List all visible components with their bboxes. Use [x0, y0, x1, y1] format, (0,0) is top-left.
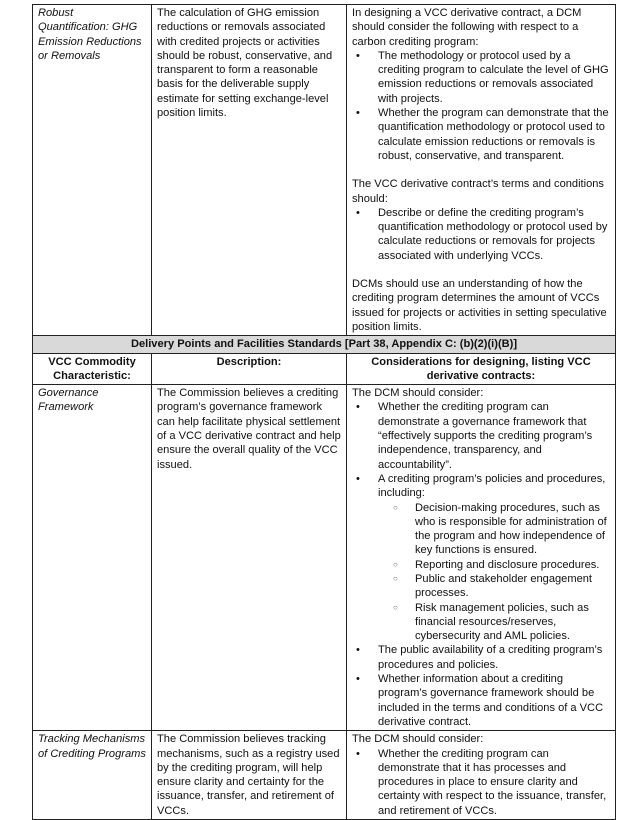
characteristic-cell	[33, 731, 152, 820]
column-header-row	[33, 353, 616, 385]
description-cell	[152, 5, 347, 336]
vcc-standards-table	[32, 4, 616, 820]
sub-bullet-item: ○ Risk management policies, such as financial resources/reserves, cybersecurity and AML policies.	[415, 601, 610, 644]
terms-intro: The VCC derivative contract’s terms and conditions should:	[352, 178, 604, 205]
considerations-cell	[347, 5, 616, 336]
column-header-considerations: Considerations for designing, listing VCC derivative contracts:	[347, 353, 616, 385]
characteristic-text: Robust Quantification: GHG Emission Reductions or Removals	[38, 7, 142, 62]
table-row-robust-quantification	[33, 5, 616, 336]
bullet-item: • Whether the crediting program can demonstrate that it has processes and procedures in place to ensure clarity and certainty with respect to the issuance, transfer, and retirement of VCCs.	[378, 747, 610, 818]
characteristic-text: Tracking Mechanisms of Crediting Programs	[38, 733, 146, 760]
considerations-bullet-list	[352, 747, 610, 818]
bullet-item: • The methodology or protocol used by a crediting program to calculate the level of GHG emission reductions or removals associated with projects.	[378, 49, 610, 106]
bullet-item: • The public availability of a crediting program’s procedures and policies.	[378, 643, 610, 672]
characteristic-cell	[33, 5, 152, 336]
column-header-characteristic: VCC Commodity Characteristic:	[33, 353, 152, 385]
description-text: The Commission believes a crediting program’s governance framework can help facilitate physical settlement of a VCC derivative contract and help ensure the overall quality of the VCC issued.	[157, 387, 341, 471]
bullet-item-with-sublist	[378, 472, 610, 644]
considerations-cell	[347, 731, 616, 820]
bullet-item: • Whether information about a crediting program’s governance framework should be included in the terms and conditions of a VCC derivative contract.	[378, 672, 610, 729]
considerations-intro: The DCM should consider:	[352, 733, 484, 746]
bullet-item: • Whether the crediting program can demonstrate a governance framework that “effectively supports the crediting program’s independence, transparency, and accountability”.	[378, 400, 610, 471]
considerations-bullet-list	[352, 49, 610, 163]
bullet-item: • Whether the program can demonstrate that the quantification methodology or protocol used to calculate emission reductions or removals is robust, conservative, and transparent.	[378, 106, 610, 163]
description-text: The Commission believes tracking mechanisms, such as a registry used by the crediting program, will help ensure clarity and certainty for the issuance, transfer, and retirement of VCCs.	[157, 733, 340, 817]
terms-bullet-list	[352, 206, 610, 263]
considerations-cell	[347, 385, 616, 731]
bullet-text: A crediting program’s policies and procedures, including:	[378, 472, 606, 500]
table-row-governance-framework	[33, 385, 616, 731]
section-header-row	[33, 336, 616, 353]
considerations-closing: DCMs should use an understanding of how the crediting program determines the amount of VCCs issued for projects or activities in setting speculative position limits.	[352, 278, 607, 333]
characteristic-cell	[33, 385, 152, 731]
description-cell	[152, 731, 347, 820]
considerations-intro: In designing a VCC derivative contract, a DCM should consider the following with respect to a carbon crediting program:	[352, 7, 582, 48]
spacer	[352, 163, 610, 177]
sub-bullet-item: ○ Public and stakeholder engagement processes.	[415, 572, 610, 601]
description-cell	[152, 385, 347, 731]
description-text: The calculation of GHG emission reductions or removals associated with credited projects or activities should be robust, conservative, and transparent to form a reasonable basis for the deliverable supply estimate for setting exchange-level position limits.	[157, 7, 333, 120]
considerations-bullet-list	[352, 400, 610, 729]
sub-bullet-item: ○ Decision-making procedures, such as who is responsible for administration of the program and how independence of key functions is ensured.	[415, 501, 610, 558]
bullet-item: • Describe or define the crediting program’s quantification methodology or protocol used by calculate reductions or removals for projects associated with underlying VCCs.	[378, 206, 610, 263]
characteristic-text: Governance Framework	[38, 387, 99, 414]
section-header: Delivery Points and Facilities Standards [Part 38, Appendix C: (b)(2)(i)(B)]	[33, 336, 616, 353]
spacer	[352, 263, 610, 277]
table-row-tracking-mechanisms	[33, 731, 616, 820]
sub-bullet-list	[378, 501, 610, 644]
sub-bullet-item: ○ Reporting and disclosure procedures.	[415, 558, 610, 572]
column-header-description: Description:	[152, 353, 347, 385]
considerations-intro: The DCM should consider:	[352, 387, 484, 400]
